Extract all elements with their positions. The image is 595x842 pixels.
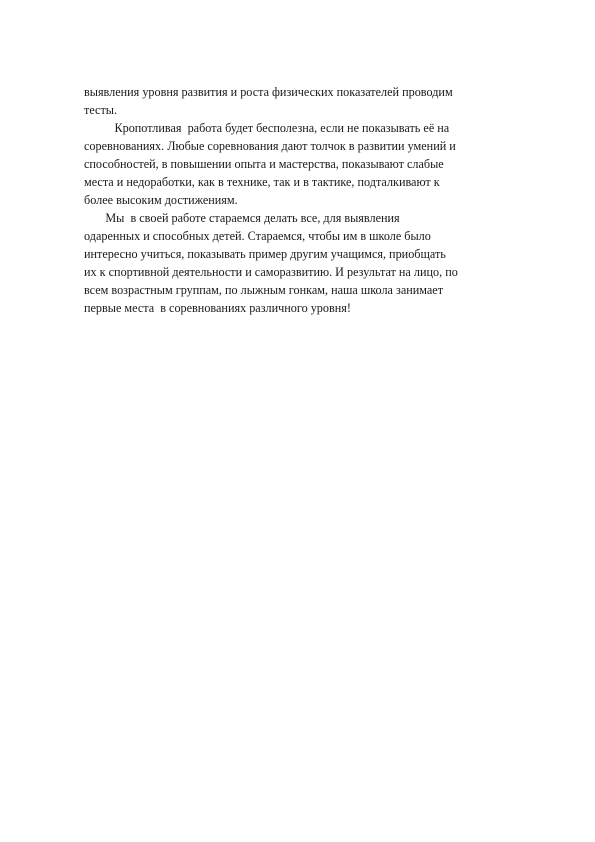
text-line: соревнованиях. Любые соревнования дают толчок в развитии умений и <box>84 139 456 153</box>
text-line: Мы в своей работе стараемся делать все, для выявления <box>84 211 400 225</box>
text-line: тесты. <box>84 103 118 117</box>
text-line: первые места в соревнованиях различного уровня! <box>84 301 351 315</box>
text-line: всем возрастным группам, по лыжным гонкам, наша школа занимает <box>84 283 444 297</box>
text-line: их к спортивной деятельности и саморазвитию. И результат на лицо, по <box>84 265 458 279</box>
text-line: выявления уровня развития и роста физических показателей проводим <box>84 85 453 99</box>
body-text <box>84 83 524 317</box>
text-line: способностей, в повышении опыта и мастерства, показывают слабые <box>84 157 444 171</box>
text-line: Кропотливая работа будет бесполезна, если не показывать её на <box>84 121 450 135</box>
text-line: интересно учиться, показывать пример другим учащимся, приобщать <box>84 247 446 261</box>
text-line: одаренных и способных детей. Стараемся, чтобы им в школе было <box>84 229 431 243</box>
text-line: места и недоработки, как в технике, так и в тактике, подталкивают к <box>84 175 440 189</box>
text-line: более высоким достижениям. <box>84 193 238 207</box>
